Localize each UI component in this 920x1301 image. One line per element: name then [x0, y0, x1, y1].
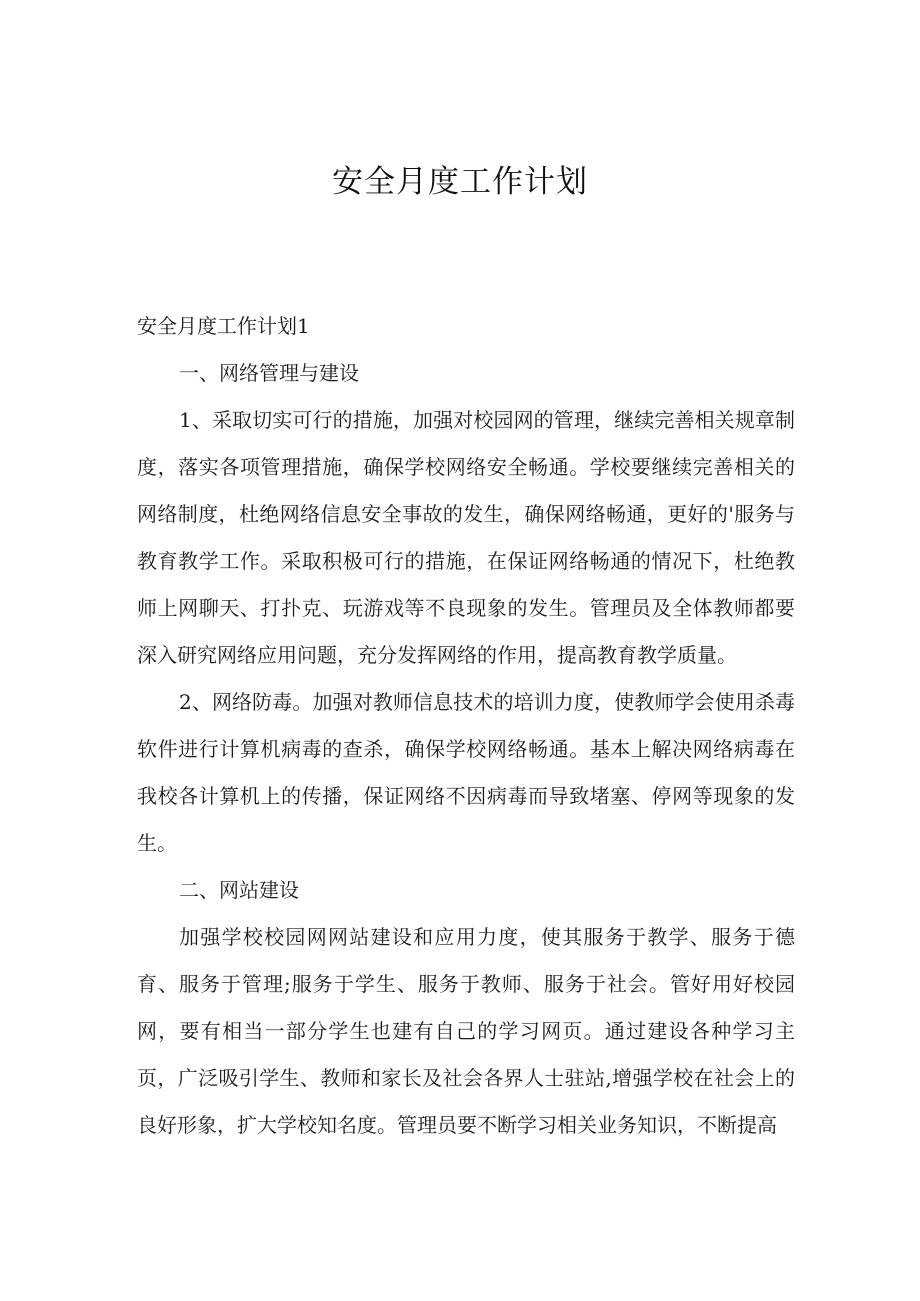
paragraph-network-antivirus: 2、网络防毒。加强对教师信息技术的培训力度，使教师学会使用杀毒软件进行计算机病毒的查杀，确保学校网络畅通。基本上解决网络病毒在我校各计算机上的传播，保证网络不因病毒而导致堵塞、停网等现象的发生。 [137, 690, 795, 855]
document-body [137, 303, 795, 1149]
section-heading-website: 二、网站建设 [179, 878, 299, 902]
paragraph-network-management: 1、采取切实可行的措施，加强对校园网的管理，继续完善相关规章制度，落实各项管理措施，确保学校网络安全畅通。学校要继续完善相关的网络制度，杜绝网络信息安全事故的发生，确保网络畅通，更好的'服务与教育教学工作。采取积极可行的措施，在保证网络畅通的情况下，杜绝教师上网聊天、打扑克、玩游戏等不良现象的发生。管理员及全体教师都要深入研究网络应用问题，充分发挥网络的作用，提高教育教学质量。 [137, 408, 795, 667]
section-heading-network: 一、网络管理与建设 [179, 361, 359, 385]
document-title: 安全月度工作计划 [332, 164, 588, 200]
document-subtitle: 安全月度工作计划1 [137, 314, 310, 338]
paragraph-website-building: 加强学校校园网网站建设和应用力度，使其服务于教学、服务于德育、服务于管理;服务于学生、服务于教师、服务于社会。管好用好校园网，要有相当一部分学生也建有自己的学习网页。通过建设各种学习主页，广泛吸引学生、教师和家长及社会各界人士驻站,增强学校在社会上的良好形象，扩大学校知名度。管理员要不断学习相关业务知识，不断提高 [137, 925, 795, 1137]
